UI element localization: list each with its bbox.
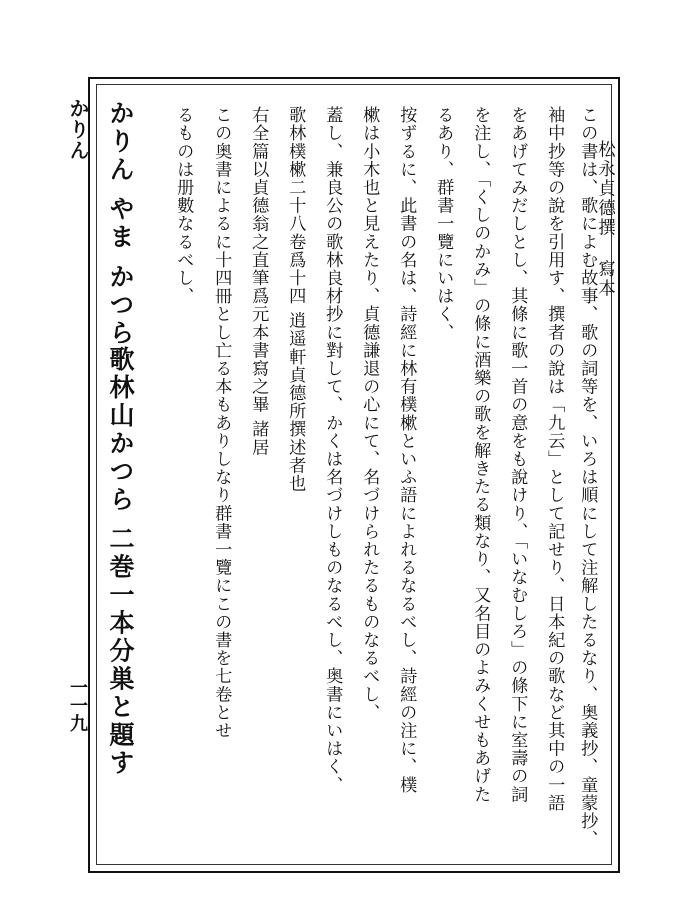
entry-title: かりん やま かつら <box>106 100 135 348</box>
body-line: 按ずるに、此書の名は、詩經に林有樸樕といふ語によれるなるべし、詩經の注に、樸 <box>396 106 417 794</box>
body-line: るものは册數なるべし、 <box>173 106 194 306</box>
body-line: 袖中抄等の說を引用す、撰者の說は「九云」として記せり、日本紀の歌など其中の一語 <box>544 106 565 812</box>
body-line: この書は、歌によむ故事、歌の詞等を、いろは順にして注解したるなり、奥義抄、童蒙抄、 <box>577 106 598 849</box>
page-number: 一一九 <box>67 678 88 732</box>
body-line: 樕は小木也と見えたり、貞德謙退の心にて、名づけられたるものなるべし、 <box>359 106 380 722</box>
body-line: をあげてみだしとし、其條に歌一首の意をも說けり、「いなむしろ」の條下に室壽の詞 <box>507 106 528 804</box>
author-name: 松永貞德撰 <box>595 140 616 238</box>
body-line: 蓋し、兼良公の歌林良材抄に對して、かくは名づけしものなるべし、奥書にいはく、 <box>322 106 343 794</box>
body-line: この奥書によるに十四冊とし亡る本もありしなり群書一覽にこの書を七卷とせ <box>211 106 232 740</box>
book-title: 歌林山かつら 二巻一本分巣と題す <box>106 346 135 778</box>
attribution <box>596 140 614 299</box>
running-header: かりん <box>66 98 90 161</box>
edition-type: 寫本 <box>595 259 616 299</box>
body-line: るあり、群書一覽にいはく、 <box>433 106 454 342</box>
body-line: を注し、「くしのかみ」の條に酒樂の歌を解きたる類なり、又名目のよみくせもあげた <box>470 106 491 804</box>
body-line: 右全篇以貞德翁之直筆爲元本書寫之畢 諸居 <box>248 106 269 457</box>
body-line: 歌林樸樕二十八卷爲十四 逍遥軒貞德所撰述者也 <box>285 106 306 493</box>
